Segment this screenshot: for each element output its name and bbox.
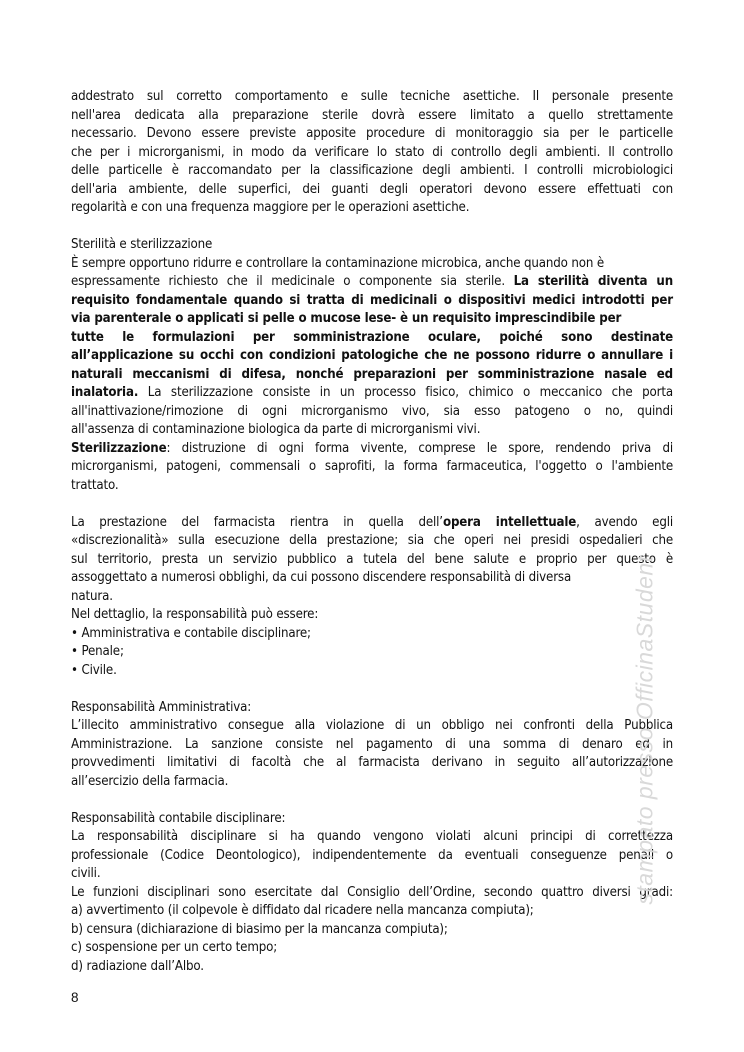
text-line	[71, 384, 673, 403]
bold-text-line: via parenterale o applicati si pelle o mucose lese- è un requisito imprescindibile per	[71, 311, 622, 326]
paragraph-gap	[71, 218, 673, 237]
grade-item: d) radiazione dall’Albo.	[71, 958, 204, 974]
bold-text-line: requisito fondamentale quando si tratta di medicinali o dispositivi medici introdotti per	[71, 292, 673, 308]
contabile-section	[71, 810, 673, 977]
grade-item: c) sospensione per un certo tempo;	[71, 940, 278, 955]
text-span: , avendo egli	[576, 514, 674, 530]
page-number: 8	[71, 990, 79, 1005]
definition-term: Sterilizzazione	[71, 440, 167, 456]
bold-text-line: naturali meccanismi di difesa, nonché preparazioni per somministrazione nasale ed	[71, 366, 673, 382]
bullet-item: • Penale;	[71, 644, 124, 659]
text-line: trattato.	[71, 477, 119, 493]
paragraph-gap	[71, 680, 673, 699]
section-heading-sterility: Sterilità e sterilizzazione	[71, 237, 213, 252]
text-line: «discrezionalità» sulla esecuzione della prestazione; sia che operi nei presidi ospedalieri che	[71, 533, 673, 548]
text-line: professionale (Codice Deontologico), indipendentemente da eventuali conseguenze penali o	[71, 847, 673, 863]
text-line: dell'aria ambiente, delle superfici, dei guanti degli operatori devono essere effettuati con	[71, 181, 673, 197]
text-line: che per i microrganismi, in modo da verificare lo stato di controllo degli ambienti. Il controllo	[71, 144, 673, 160]
text-line: microrganismi, patogeni, commensali o saprofiti, la forma farmaceutica, l'oggetto o l'ambiente	[71, 459, 673, 474]
text-line: necessario. Devono essere previste apposite procedure di monitoraggio sia per le particelle	[71, 126, 673, 141]
intro-paragraph	[71, 88, 673, 218]
text-span: espressamente richiesto che il medicinale o componente sia sterile.	[71, 274, 514, 289]
bullet-item: • Amministrativa e contabile disciplinare;	[71, 625, 311, 641]
text-line: Le funzioni disciplinari sono esercitate dal Consiglio dell’Ordine, secondo quattro diversi gradi:	[71, 884, 673, 900]
text-line: regolarità e con una frequenza maggiore per le operazioni asettiche.	[71, 200, 470, 215]
text-line: nell'area dedicata alla preparazione sterile dovrà essere limitato a quello strettamente	[71, 107, 673, 123]
text-line: È sempre opportuno ridurre e controllare la contaminazione microbica, anche quando non è	[71, 255, 604, 271]
text-line: natura.	[71, 588, 113, 604]
section-heading-amministrativa: Responsabilità Amministrativa:	[71, 699, 252, 715]
text-line: all'assenza di contaminazione biologica da parte di microrganismi vivi.	[71, 422, 481, 437]
definition-line	[71, 440, 673, 459]
paragraph-gap	[71, 791, 673, 810]
text-line: civili.	[71, 866, 101, 881]
prestazione-section	[71, 514, 673, 681]
watermark: stampato presso OfficinaStudent	[631, 555, 658, 905]
paragraph-gap	[71, 495, 673, 514]
text-span: La sterilizzazione consiste in un processo fisico, chimico o meccanico che porta	[138, 385, 673, 400]
text-line: Amministrazione. La sanzione consiste nel pagamento di una somma di denaro ed in	[71, 736, 673, 752]
text-line: all’esercizio della farmacia.	[71, 773, 229, 789]
list-intro: Nel dettaglio, la responsabilità può essere:	[71, 607, 319, 622]
text-span: La prestazione del farmacista rientra in quella dell’	[71, 514, 443, 530]
document-page	[71, 88, 673, 976]
text-line: sul territorio, presta un servizio pubblico a tutela del bene salute e proprio per questo è	[71, 551, 673, 567]
text-line: addestrato sul corretto comportamento e sulle tecniche asettiche. Il personale presente	[71, 89, 673, 104]
text-line: delle particelle è raccomandato per la classificazione degli ambienti. I controlli microbiologici	[71, 163, 673, 178]
amministrativa-section	[71, 699, 673, 792]
grade-item: b) censura (dichiarazione di biasimo per la mancanza compiuta);	[71, 921, 448, 937]
bold-text: opera intellettuale	[442, 514, 577, 530]
text-line: provvedimenti limitativi di facoltà che al farmacista derivano in seguito all’autorizzazione	[71, 755, 673, 770]
bullet-item: • Civile.	[71, 662, 117, 678]
text-line: all'inattivazione/rimozione di ogni microrganismo vivo, sia esso patogeno o no, quindi	[71, 403, 673, 419]
text-line: assoggettato a numerosi obblighi, da cui possono discendere responsabilità di diversa	[71, 570, 572, 585]
text-line	[71, 514, 673, 533]
bold-text: La sterilità diventa un	[513, 274, 673, 289]
text-span: : distruzione di ogni forma vivente, comprese le spore, rendendo priva di	[166, 440, 673, 456]
bold-text-line: tutte le formulazioni per somministrazione oculare, poiché sono destinate	[71, 329, 673, 345]
text-line	[71, 273, 673, 292]
section-heading-contabile: Responsabilità contabile disciplinare:	[71, 810, 286, 826]
bold-text: inalatoria.	[71, 385, 139, 400]
grade-item: a) avvertimento (il colpevole è diffidato dal ricadere nella mancanza compiuta);	[71, 903, 534, 918]
sterility-section	[71, 236, 673, 495]
bold-text-line: all’applicazione su occhi con condizioni patologiche che ne possono ridurre o annullare i	[71, 348, 673, 363]
text-line: L’illecito amministrativo consegue alla violazione di un obbligo nei confronti della Pubblica	[71, 718, 673, 733]
text-line: La responsabilità disciplinare si ha quando vengono violati alcuni principi di correttezza	[71, 829, 673, 844]
